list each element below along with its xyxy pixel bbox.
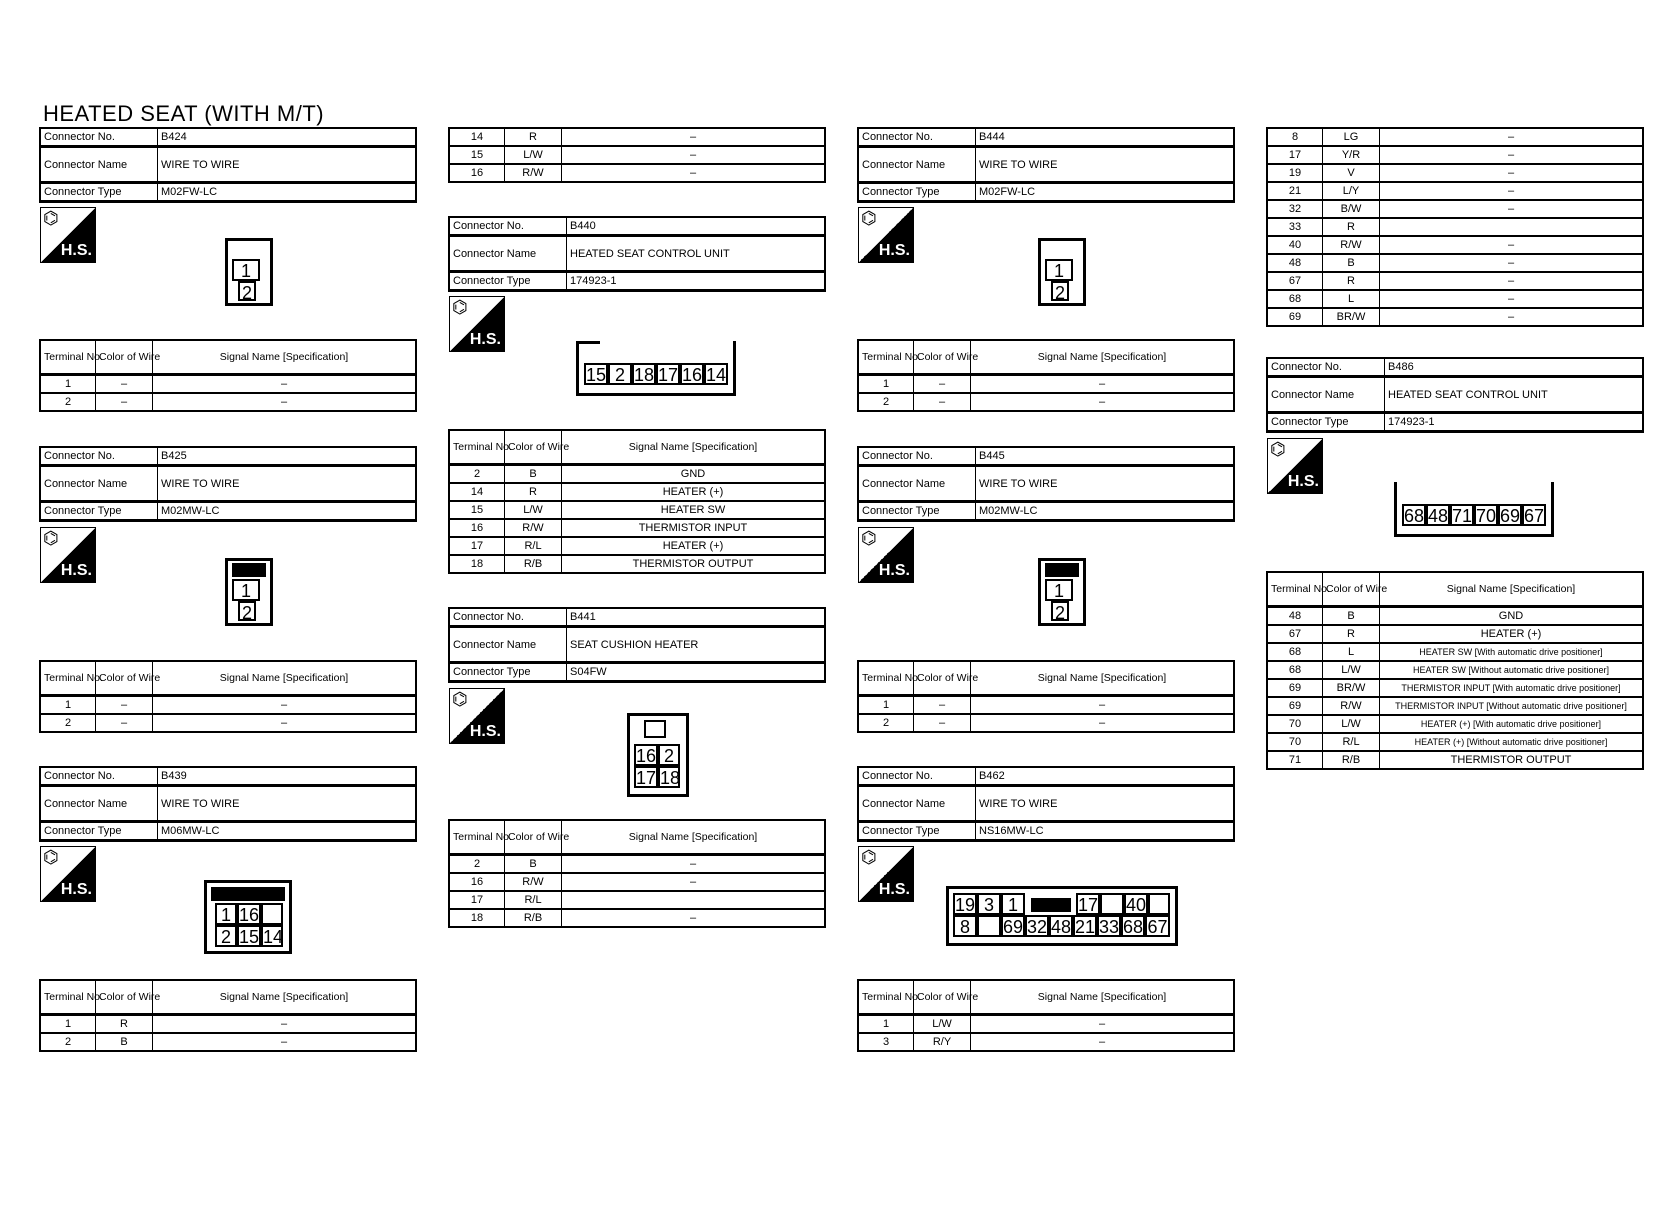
terminal-no-header: Terminal No. — [40, 661, 96, 696]
color-of-wire-header: Color of Wire — [914, 661, 971, 696]
terminal-table-b425 — [39, 660, 417, 733]
connector-name-label: Connector Name — [40, 466, 158, 502]
color-of-wire-header: Color of Wire — [505, 430, 562, 465]
connector-no-label: Connector No. — [1267, 358, 1385, 377]
terminal-table-b441 — [448, 819, 826, 928]
table-row: 2 – – — [858, 393, 1234, 411]
pin: 67 — [1524, 506, 1545, 526]
pin — [644, 720, 666, 738]
table-row: 1 – – — [40, 375, 416, 394]
pin: 19 — [955, 895, 976, 915]
pin: 2 — [1051, 281, 1069, 301]
connector-no-value: B441 — [567, 608, 826, 627]
table-row: 33 R — [1267, 218, 1643, 236]
pin: 2 — [658, 744, 680, 766]
table-row: 48 B – — [1267, 254, 1643, 272]
pin: 68 — [1404, 506, 1425, 526]
table-row: 16 R/W – — [449, 873, 825, 891]
connector-face-b462 — [946, 886, 1178, 946]
table-row: 69 BR/W – — [1267, 308, 1643, 326]
connector-no-label: Connector No. — [40, 447, 158, 466]
connector-no-value: B486 — [1385, 358, 1644, 377]
connector-no-label: Connector No. — [40, 128, 158, 147]
terminal-table-b424 — [39, 339, 417, 412]
connector-name-value: SEAT CUSHION HEATER — [567, 627, 826, 663]
table-row: 1 – – — [858, 375, 1234, 394]
pin: 2 — [238, 281, 256, 301]
pin: 16 — [239, 905, 260, 925]
table-row: 14 R – — [449, 128, 825, 146]
connector-name-value: HEATED SEAT CONTROL UNIT — [1385, 377, 1644, 413]
table-row: 18 R/B THERMISTOR OUTPUT — [449, 555, 825, 573]
table-row: 2 – – — [40, 714, 416, 732]
connector-name-label: Connector Name — [1267, 377, 1385, 413]
pin: 2 — [608, 363, 632, 385]
terminal-table-b445 — [857, 660, 1235, 733]
table-row: 68 L HEATER SW [With automatic drive positioner] — [1267, 643, 1643, 661]
connector-b425 — [39, 446, 417, 522]
pin: 2 — [215, 925, 237, 947]
pin: 15 — [586, 365, 607, 385]
pin: 48 — [1428, 506, 1449, 526]
color-of-wire-header: Color of Wire — [914, 340, 971, 375]
terminal-no-header: Terminal No. — [858, 661, 914, 696]
pin: 8 — [953, 915, 977, 937]
table-row: 2 – – — [858, 714, 1234, 732]
connector-name-label: Connector Name — [858, 786, 976, 822]
table-row: 16 R/W THERMISTOR INPUT — [449, 519, 825, 537]
connector-no-label: Connector No. — [449, 217, 567, 236]
connector-no-value: B440 — [567, 217, 826, 236]
connector-no-label: Connector No. — [449, 608, 567, 627]
table-row: 40 R/W – — [1267, 236, 1643, 254]
connector-name-label: Connector Name — [858, 147, 976, 183]
table-row: 1 – – — [40, 696, 416, 715]
hs-icon: ⌬ H.S. — [858, 207, 914, 263]
connector-no-value: B425 — [158, 447, 417, 466]
terminal-table-b462 — [857, 979, 1235, 1052]
connector-b424 — [39, 127, 417, 203]
table-row: 19 V – — [1267, 164, 1643, 182]
connector-type-label: Connector Type — [1267, 413, 1385, 432]
terminal-no-header: Terminal No. — [40, 980, 96, 1015]
connector-b462 — [857, 766, 1235, 842]
hs-icon: ⌬ H.S. — [1267, 438, 1323, 494]
connector-type-value: 174923-1 — [1385, 413, 1644, 432]
connector-name-value: HEATED SEAT CONTROL UNIT — [567, 236, 826, 272]
pin: 2 — [238, 601, 256, 621]
connector-name-value: WIRE TO WIRE — [976, 786, 1235, 822]
hs-icon: ⌬ H.S. — [449, 296, 505, 352]
table-row: 17 R/L — [449, 891, 825, 909]
pin: 68 — [1123, 917, 1144, 937]
pin: 1 — [1045, 579, 1073, 601]
pin — [977, 915, 1001, 937]
table-row: 17 R/L HEATER (+) — [449, 537, 825, 555]
terminal-no-header: Terminal No. — [449, 430, 505, 465]
connector-type-value: M02MW-LC — [158, 502, 417, 521]
table-row: 15 L/W HEATER SW — [449, 501, 825, 519]
pin: 1 — [215, 903, 237, 925]
connector-no-value: B444 — [976, 128, 1235, 147]
page-title: HEATED SEAT (WITH M/T) — [43, 101, 325, 126]
pin: 15 — [239, 927, 260, 947]
pin: 69 — [1500, 506, 1521, 526]
connector-name-value: WIRE TO WIRE — [158, 466, 417, 502]
connector-info-table — [39, 127, 417, 203]
connector-type-label: Connector Type — [449, 272, 567, 291]
table-row: 48 B GND — [1267, 607, 1643, 626]
table-row: 2 B – — [40, 1033, 416, 1051]
pin: 17 — [658, 365, 679, 385]
connector-type-label: Connector Type — [858, 822, 976, 841]
table-row: 2 – – — [40, 393, 416, 411]
pin: 16 — [636, 746, 657, 766]
connector-type-value: M02MW-LC — [976, 502, 1235, 521]
table-row: 17 Y/R – — [1267, 146, 1643, 164]
hs-icon: ⌬ H.S. — [858, 846, 914, 902]
color-of-wire-header: Color of Wire — [96, 661, 153, 696]
signal-name-header: Signal Name [Specification] — [971, 661, 1235, 696]
pin: 3 — [977, 893, 1001, 915]
table-row: 70 R/L HEATER (+) [Without automatic drive positioner] — [1267, 733, 1643, 751]
terminal-table-b486 — [1266, 571, 1644, 770]
connector-b445 — [857, 446, 1235, 522]
terminal-table-b440 — [448, 429, 826, 574]
connector-no-label: Connector No. — [858, 767, 976, 786]
connector-no-label: Connector No. — [858, 128, 976, 147]
color-of-wire-header: Color of Wire — [96, 980, 153, 1015]
connector-b441 — [448, 607, 826, 683]
pin: 17 — [636, 768, 657, 788]
connector-type-label: Connector Type — [858, 183, 976, 202]
table-row: 67 R HEATER (+) — [1267, 625, 1643, 643]
table-row: 32 B/W – — [1267, 200, 1643, 218]
connector-name-value: WIRE TO WIRE — [158, 786, 417, 822]
connector-name-label: Connector Name — [449, 627, 567, 663]
pin: 18 — [634, 365, 655, 385]
connector-type-value: S04FW — [567, 663, 826, 682]
table-row: 70 L/W HEATER (+) [With automatic drive positioner] — [1267, 715, 1643, 733]
terminal-no-header: Terminal No. — [1267, 572, 1323, 607]
pin — [1148, 893, 1170, 915]
hs-icon: ⌬ H.S. — [40, 846, 96, 902]
connector-type-label: Connector Type — [449, 663, 567, 682]
pin: 14 — [706, 365, 727, 385]
pin — [261, 903, 283, 925]
connector-b444 — [857, 127, 1235, 203]
connector-no-value: B445 — [976, 447, 1235, 466]
pin: 18 — [660, 768, 681, 788]
terminal-table-b462-continued — [1266, 127, 1644, 327]
signal-name-header: Signal Name [Specification] — [153, 980, 417, 1015]
pin: 1 — [1001, 893, 1025, 915]
table-row: 67 R – — [1267, 272, 1643, 290]
signal-name-header: Signal Name [Specification] — [562, 430, 826, 465]
pin: 14 — [263, 927, 284, 947]
pin — [1100, 893, 1124, 915]
table-row: 69 BR/W THERMISTOR INPUT [With automatic drive positioner] — [1267, 679, 1643, 697]
table-row: 8 LG – — [1267, 128, 1643, 146]
pin: 32 — [1027, 917, 1048, 937]
connector-b440 — [448, 216, 826, 292]
table-row: 2 B – — [449, 855, 825, 874]
table-row: 68 L – — [1267, 290, 1643, 308]
table-row: 1 L/W – — [858, 1015, 1234, 1034]
signal-name-header: Signal Name [Specification] — [971, 980, 1235, 1015]
connector-no-label: Connector No. — [858, 447, 976, 466]
connector-type-value: M06MW-LC — [158, 822, 417, 841]
table-row: 3 R/Y – — [858, 1033, 1234, 1051]
connector-type-label: Connector Type — [40, 822, 158, 841]
connector-name-label: Connector Name — [858, 466, 976, 502]
connector-type-label: Connector Type — [40, 183, 158, 202]
hs-icon: ⌬ H.S. — [858, 527, 914, 583]
terminal-no-header: Terminal No. — [449, 820, 505, 855]
connector-face-b441 — [627, 713, 689, 797]
table-row: 15 L/W – — [449, 146, 825, 164]
connector-face-b439 — [204, 880, 292, 954]
color-of-wire-header: Color of Wire — [96, 340, 153, 375]
connector-face-b444 — [1038, 238, 1086, 306]
connector-no-value: B424 — [158, 128, 417, 147]
hs-icon: ⌬ H.S. — [40, 207, 96, 263]
connector-type-label: Connector Type — [858, 502, 976, 521]
connector-no-value: B439 — [158, 767, 417, 786]
connector-type-value: NS16MW-LC — [976, 822, 1235, 841]
connector-name-label: Connector Name — [449, 236, 567, 272]
pin: 40 — [1126, 895, 1147, 915]
pin: 67 — [1145, 915, 1170, 937]
pin: 48 — [1051, 917, 1072, 937]
connector-face-b425 — [225, 558, 273, 626]
signal-name-header: Signal Name [Specification] — [1380, 572, 1644, 607]
table-row: 18 R/B – — [449, 909, 825, 927]
terminal-table-b439 — [39, 979, 417, 1052]
signal-name-header: Signal Name [Specification] — [971, 340, 1235, 375]
color-of-wire-header: Color of Wire — [1323, 572, 1380, 607]
connector-no-value: B462 — [976, 767, 1235, 786]
connector-face-b424 — [225, 238, 273, 306]
table-row: 2 B GND — [449, 465, 825, 484]
connector-b439 — [39, 766, 417, 842]
connector-face-b486 — [1394, 482, 1554, 537]
terminal-table-b440-continued — [448, 127, 826, 183]
connector-face-b440 — [576, 341, 736, 396]
terminal-no-header: Terminal No. — [858, 980, 914, 1015]
terminal-table-b444 — [857, 339, 1235, 412]
color-of-wire-header: Color of Wire — [505, 820, 562, 855]
table-row: 21 L/Y – — [1267, 182, 1643, 200]
table-row: 14 R HEATER (+) — [449, 483, 825, 501]
pin: 21 — [1075, 917, 1096, 937]
signal-name-header: Signal Name [Specification] — [153, 340, 417, 375]
connector-type-value: 174923-1 — [567, 272, 826, 291]
table-row: 1 R – — [40, 1015, 416, 1034]
table-row: 16 R/W – — [449, 164, 825, 182]
pin: 16 — [682, 365, 703, 385]
table-row: 1 – – — [858, 696, 1234, 715]
pin: 17 — [1078, 895, 1099, 915]
table-row: 68 L/W HEATER SW [Without automatic drive positioner] — [1267, 661, 1643, 679]
color-of-wire-header: Color of Wire — [914, 980, 971, 1015]
pin: 33 — [1099, 917, 1120, 937]
hs-icon: ⌬ H.S. — [40, 527, 96, 583]
table-row: 69 R/W THERMISTOR INPUT [Without automatic drive positioner] — [1267, 697, 1643, 715]
signal-name-header: Signal Name [Specification] — [562, 820, 826, 855]
connector-face-b445 — [1038, 558, 1086, 626]
connector-name-value: WIRE TO WIRE — [158, 147, 417, 183]
connector-no-label: Connector No. — [40, 767, 158, 786]
pin: 1 — [1045, 259, 1073, 281]
pin: 2 — [1051, 601, 1069, 621]
connector-b486 — [1266, 357, 1644, 433]
pin: 69 — [1003, 917, 1024, 937]
table-row: 71 R/B THERMISTOR OUTPUT — [1267, 751, 1643, 769]
terminal-no-header: Terminal No. — [40, 340, 96, 375]
pin: 70 — [1476, 506, 1497, 526]
signal-name-header: Signal Name [Specification] — [153, 661, 417, 696]
pin: 1 — [232, 259, 260, 281]
connector-type-value: M02FW-LC — [976, 183, 1235, 202]
connector-type-value: M02FW-LC — [158, 183, 417, 202]
connector-name-label: Connector Name — [40, 786, 158, 822]
terminal-no-header: Terminal No. — [858, 340, 914, 375]
connector-name-value: WIRE TO WIRE — [976, 466, 1235, 502]
connector-type-label: Connector Type — [40, 502, 158, 521]
hs-icon: ⌬ H.S. — [449, 688, 505, 744]
connector-name-value: WIRE TO WIRE — [976, 147, 1235, 183]
pin: 71 — [1452, 506, 1473, 526]
pin: 1 — [232, 579, 260, 601]
connector-name-label: Connector Name — [40, 147, 158, 183]
